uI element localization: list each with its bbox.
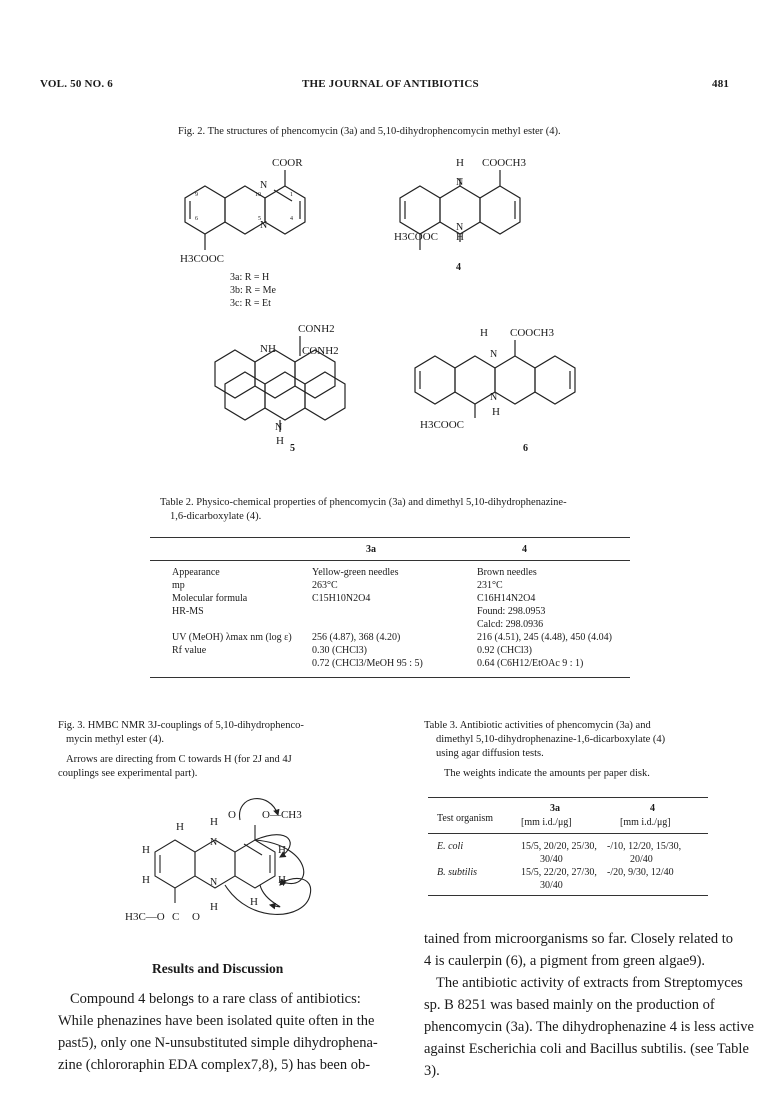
table-cell: 0.92 (CHCl3) [477, 645, 532, 656]
table3-4-ecoli-line1: -/10, 12/20, 15/30, [607, 841, 682, 852]
table3-3a-bsubtilis-line1: 15/5, 22/20, 27/30, [521, 867, 597, 878]
fig3-o-bottom: O [192, 911, 200, 923]
table3-caption-line1: Table 3. Antibiotic activities of phencomycin (3a) and [424, 720, 651, 731]
label-n-4-bot: N [456, 222, 464, 233]
volume-label: VOL. 50 NO. 6 [40, 78, 113, 90]
table2-top-rule [150, 537, 630, 538]
paragraph-right-line-2: 4 is caulerpin (6), a pigment from green algae9). [424, 953, 706, 969]
label-h-5: H [276, 435, 284, 447]
table-cell: Molecular formula [172, 593, 248, 604]
table-cell [312, 618, 477, 631]
fig3-n-top: N [210, 837, 218, 848]
fig3-och3: O—CH3 [262, 809, 302, 821]
table2-body [172, 566, 622, 670]
paragraph-right-line-6: against Escherichia coli and Bacillus subtilis. (see Table [424, 1041, 749, 1057]
label-coor: COOR [272, 157, 303, 169]
fig3-n-bottom: N [210, 877, 218, 888]
label-n10: N [260, 180, 268, 191]
table-cell: 0.72 (CHCl3/MeOH 95 : 5) [312, 658, 423, 669]
fig3-h-right-3: H [250, 896, 258, 908]
paragraph-left-line-3: past5), only one N-unsubstituted simple dihydrophena- [58, 1035, 378, 1051]
ring-4-right [480, 186, 520, 234]
table3-top-rule [428, 797, 708, 798]
label-3c: 3c: R = Et [230, 298, 271, 309]
table-cell: Calcd: 298.0936 [477, 619, 544, 630]
table-row [172, 657, 622, 670]
table2-col-3a: 3a [366, 544, 376, 555]
table3-header-rule [428, 833, 708, 834]
paragraph-right-line-1: tained from microorganisms so far. Closely related to [424, 931, 733, 947]
fig3-hmbc-structure [120, 785, 340, 935]
ring-3a-left [185, 186, 225, 234]
paragraph-left-line-2: While phenazines have been isolated quite often in the [58, 1013, 375, 1029]
label-h-6-bot: H [492, 406, 500, 418]
fig3-note-line2: couplings see experimental part). [58, 768, 198, 779]
table3-4-ecoli-line2: 20/40 [630, 854, 653, 865]
fig3-ring-left [155, 840, 195, 888]
label-h-4-bot: H [456, 231, 464, 243]
label-cooch3-4: COOCH3 [482, 157, 527, 169]
table-cell: Rf value [172, 645, 207, 656]
fig3-h-nh-top: H [210, 816, 218, 828]
paragraph-right-line-7: 3). [424, 1063, 440, 1079]
label-cooch3-6: COOCH3 [510, 327, 555, 339]
table3-organism-ecoli: E. coli [437, 841, 464, 852]
table2-col-4: 4 [522, 544, 527, 555]
ring-6-a [415, 356, 455, 404]
label-h3cooc-6: H3COOC [420, 419, 465, 431]
table-row [172, 618, 622, 631]
table-cell: Appearance [172, 567, 220, 578]
table3-note: The weights indicate the amounts per paper disk. [444, 768, 650, 779]
table-row [172, 644, 622, 657]
table3-bottom-rule [428, 895, 708, 896]
table-row [172, 579, 622, 592]
label-h-6-top: H [480, 327, 488, 339]
fig3-h-right-1: H [278, 844, 286, 856]
compound-5-number: 5 [290, 443, 295, 454]
paragraph-left-line-4: zine (chlororaphin EDA complex7,8), 5) has been ob- [58, 1057, 371, 1073]
pos-10: 10 [255, 192, 261, 198]
table-cell [172, 618, 312, 631]
table2-caption-line2: 1,6-dicarboxylate (4). [170, 511, 262, 522]
table3-col-organism: Test organism [437, 813, 494, 824]
label-n-4-top: N [456, 177, 464, 188]
ring-3a-right [265, 186, 305, 234]
table-row [172, 592, 622, 605]
fig3-note-line1: Arrows are directing from C towards H (for 2J and 4J [66, 754, 292, 765]
section-heading: Results and Discussion [152, 961, 284, 976]
table2 [172, 566, 622, 670]
table3-col-4-unit: [mm i.d./μg] [620, 817, 671, 828]
table-cell: 256 (4.87), 368 (4.20) [312, 632, 401, 643]
page-number: 481 [712, 78, 730, 90]
fig3-ring-right [235, 840, 275, 888]
fig3-caption-line2: mycin methyl ester (4). [66, 734, 164, 745]
label-3a: 3a: R = H [230, 272, 270, 283]
table3-col-3a-unit: [mm i.d./μg] [521, 817, 572, 828]
table3-3a-ecoli-line2: 30/40 [540, 854, 563, 865]
table-row [172, 566, 622, 579]
fig3-h-nh-bottom: H [210, 901, 218, 913]
table-row [172, 631, 622, 644]
label-n-5: N [275, 422, 283, 433]
ring-6-b [455, 356, 498, 404]
fig3-h3co: H3C—O [125, 911, 165, 923]
pos-6: 6 [195, 216, 198, 222]
label-conh2-b: CONH2 [302, 345, 339, 357]
table-cell: 216 (4.51), 245 (4.48), 450 (4.04) [477, 632, 612, 643]
ring-4-left [400, 186, 440, 234]
table2-bottom-rule [150, 677, 630, 678]
table-cell [172, 657, 312, 670]
pos-9: 9 [195, 192, 198, 198]
label-conh2-a: CONH2 [298, 323, 335, 335]
paragraph-right-line-3: The antibiotic activity of extracts from Streptomyces [436, 975, 743, 991]
label-h3cooc-4: H3COOC [394, 231, 439, 243]
compound-4-number: 4 [456, 262, 461, 273]
table-cell [312, 605, 477, 618]
label-n-6-bot: N [490, 392, 498, 403]
fig2-structures [150, 150, 620, 460]
fig3-h-right-2: H [278, 874, 286, 886]
fig3-h-left-1: H [142, 844, 150, 856]
table3-3a-ecoli-line1: 15/5, 20/20, 25/30, [521, 841, 597, 852]
ring-6-c [495, 356, 535, 404]
fig3-h-left-2: H [142, 874, 150, 886]
fig3-caption-line1: Fig. 3. HMBC NMR 3J-couplings of 5,10-dihydrophenco- [58, 720, 304, 731]
table3-4-bsubtilis-line1: -/20, 9/30, 12/40 [607, 867, 674, 878]
table-cell: HR-MS [172, 606, 204, 617]
fig2-caption: Fig. 2. The structures of phencomycin (3a) and 5,10-dihydrophencomycin methyl ester (4). [178, 126, 561, 137]
table-row [172, 605, 622, 618]
label-h-4-top: H [456, 157, 464, 169]
pos-4: 4 [290, 216, 293, 222]
table3-organism-bsubtilis: B. subtilis [437, 867, 478, 878]
pos-5: 5 [258, 216, 261, 222]
table-cell: UV (MeOH) λmax nm (log ε) [172, 632, 292, 643]
paragraph-left-line-1: Compound 4 belongs to a rare class of antibiotics: [70, 991, 361, 1007]
table3-col-3a: 3a [550, 803, 560, 814]
table2-header-rule [150, 560, 630, 561]
pos-1: 1 [290, 192, 293, 198]
table-cell: Brown needles [477, 567, 537, 578]
table-cell: mp [172, 580, 185, 591]
label-h3cooc-3a: H3COOC [180, 253, 225, 265]
fig3-o-top: O [228, 809, 236, 821]
fig3-c: C [172, 911, 180, 923]
fig3-h-top-left: H [176, 821, 184, 833]
table3-caption-line2: dimethyl 5,10-dihydrophenazine-1,6-dicarboxylate (4) [436, 734, 666, 745]
table3-caption-line3: using agar diffusion tests. [436, 748, 544, 759]
table-cell: Found: 298.0953 [477, 606, 546, 617]
paragraph-right-line-5: phencomycin (3a). The dihydrophenazine 4 is less active [424, 1019, 754, 1035]
label-nh-5: NH [260, 343, 276, 355]
compound-6-number: 6 [523, 443, 528, 454]
table-cell: 0.64 (C6H12/EtOAc 9 : 1) [477, 658, 584, 669]
ring-6-d [535, 356, 575, 404]
table-cell: 263°C [312, 580, 338, 591]
table-cell: C16H14N2O4 [477, 593, 536, 604]
table-cell: 231°C [477, 580, 503, 591]
paragraph-right-line-4: sp. B 8251 was based mainly on the production of [424, 997, 715, 1013]
table2-caption-line1: Table 2. Physico-chemical properties of phencomycin (3a) and dimethyl 5,10-dihydrophenazine- [160, 497, 567, 508]
journal-title: THE JOURNAL OF ANTIBIOTICS [302, 78, 479, 90]
table-cell: 0.30 (CHCl3) [312, 645, 367, 656]
table3-col-4: 4 [650, 803, 655, 814]
label-3b: 3b: R = Me [230, 285, 276, 296]
label-n-6-top: N [490, 349, 498, 360]
table-cell: C15H10N2O4 [312, 593, 371, 604]
label-n5: N [260, 220, 268, 231]
table-cell: Yellow-green needles [312, 567, 399, 578]
table3-3a-bsubtilis-line2: 30/40 [540, 880, 563, 891]
